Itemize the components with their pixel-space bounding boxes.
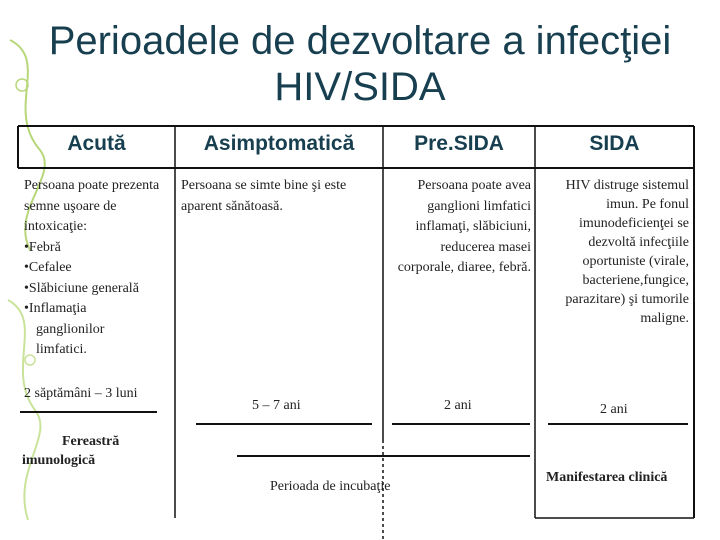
bullet-febra: •Febră [24, 239, 61, 255]
header-presida: Pre.SIDA [414, 132, 504, 155]
bullet-slabiciune: •Slăbiciune generală [24, 280, 139, 296]
bullet-inflamatia: •Inflamaţia ganglionilor limfatici. [24, 301, 105, 357]
page-title: Perioadele de dezvoltare a infecţiei HIV/SIDA [48, 19, 672, 109]
label-perioada-incubatie: Perioada de incubaţie [270, 479, 391, 494]
duration-acuta: 2 săptămâni – 3 luni [24, 386, 138, 401]
duration-presida: 2 ani [444, 398, 472, 413]
desc-sida: HIV distruge sistemul imun. Pe fonul imunodeficienţei se dezvoltă infecţiile oportuniste (virale, bacteriene,fungice, parazitare) şi tumorile maligne. [565, 178, 689, 326]
desc-acuta [24, 176, 169, 361]
desc-acuta-text: Persoana poate prezenta semne uşoare de intoxicaţie: [24, 178, 160, 234]
header-sida: SIDA [589, 132, 640, 155]
label-fereastra-imunologica: Fereastră imunologică [22, 434, 120, 468]
header-acuta: Acută [67, 132, 126, 155]
duration-asimptomatica: 5 – 7 ani [252, 398, 301, 413]
desc-presida: Persoana poate avea ganglioni limfatici inflamaţi, slăbiciuni, reducerea masei corporale, diaree, febră. [397, 178, 531, 275]
label-manifestarea-clinica: Manifestarea clinică [546, 470, 668, 485]
bullet-cefalee: •Cefalee [24, 260, 72, 275]
header-asimptomatica: Asimptomatică [203, 132, 355, 155]
duration-sida: 2 ani [600, 402, 628, 417]
desc-asimptomatica: Persoana se simte bine şi este aparent sănătoasă. [181, 178, 347, 214]
